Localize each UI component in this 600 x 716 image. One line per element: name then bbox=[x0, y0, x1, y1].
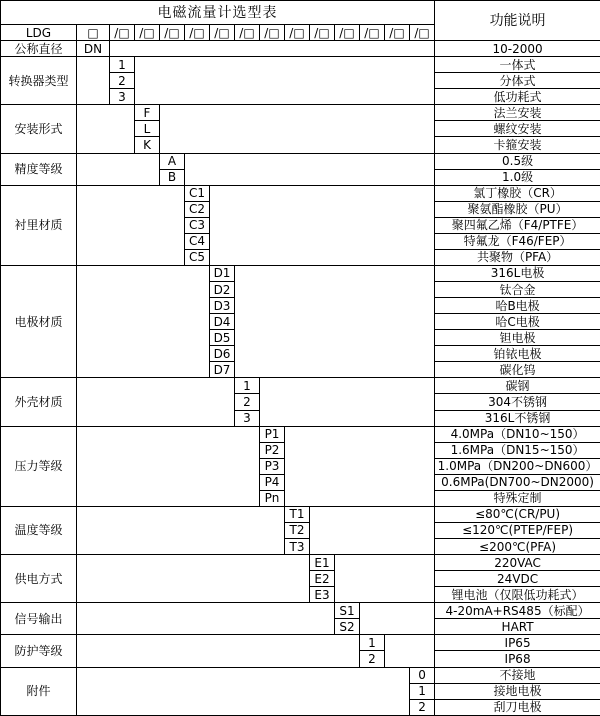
code-cell: T2 bbox=[285, 522, 310, 538]
model-slot-box: /□ bbox=[335, 25, 360, 41]
spacer-cell bbox=[77, 185, 185, 265]
code-cell: C1 bbox=[185, 185, 210, 201]
code-cell: D4 bbox=[210, 314, 235, 330]
code-cell: L bbox=[135, 121, 160, 137]
description-cell: 特氟龙（F46/FEP） bbox=[435, 233, 600, 249]
code-cell: P4 bbox=[260, 474, 285, 490]
description-cell: IP65 bbox=[435, 635, 600, 651]
description-cell: 分体式 bbox=[435, 73, 600, 89]
code-cell: E2 bbox=[310, 571, 335, 587]
code-cell: F bbox=[135, 105, 160, 121]
code-cell: K bbox=[135, 137, 160, 153]
spacer-cell bbox=[77, 506, 285, 554]
description-cell: 一体式 bbox=[435, 57, 600, 73]
code-cell: C4 bbox=[185, 233, 210, 249]
code-cell: T3 bbox=[285, 539, 310, 555]
spacer-cell bbox=[285, 426, 435, 506]
code-cell: P1 bbox=[260, 426, 285, 442]
description-cell: 共聚物（PFA） bbox=[435, 249, 600, 265]
code-cell: 2 bbox=[110, 73, 135, 89]
spacer-cell bbox=[135, 57, 435, 105]
spacer-cell bbox=[310, 506, 435, 554]
category-label: 精度等级 bbox=[1, 153, 77, 185]
category-label: 供电方式 bbox=[1, 555, 77, 603]
code-cell: C2 bbox=[185, 201, 210, 217]
code-cell: D2 bbox=[210, 282, 235, 298]
code-cell: D3 bbox=[210, 298, 235, 314]
description-cell: 聚四氟乙烯（F4/PTFE） bbox=[435, 217, 600, 233]
category-label: 衬里材质 bbox=[1, 185, 77, 265]
code-cell: DN bbox=[77, 41, 110, 57]
code-cell: D7 bbox=[210, 362, 235, 378]
spacer-cell bbox=[185, 153, 435, 185]
description-cell: 碳化钨 bbox=[435, 362, 600, 378]
spacer-cell bbox=[77, 635, 360, 667]
description-cell: ≤200℃(PFA) bbox=[435, 539, 600, 555]
category-label: 温度等级 bbox=[1, 506, 77, 554]
model-slot-box: /□ bbox=[110, 25, 135, 41]
model-slot-box: /□ bbox=[135, 25, 160, 41]
code-cell: S1 bbox=[335, 603, 360, 619]
category-label: 安装形式 bbox=[1, 105, 77, 153]
code-cell: 1 bbox=[360, 635, 385, 651]
code-cell: Pn bbox=[260, 490, 285, 506]
category-label: 电极材质 bbox=[1, 265, 77, 377]
description-cell: 哈B电极 bbox=[435, 298, 600, 314]
model-slot-box: /□ bbox=[160, 25, 185, 41]
code-cell: 2 bbox=[360, 651, 385, 667]
code-cell: 2 bbox=[235, 394, 260, 410]
category-label-diameter: 公称直径 bbox=[1, 41, 77, 57]
description-cell: ≤120℃(PTEP/FEP) bbox=[435, 522, 600, 538]
spacer-cell bbox=[235, 265, 435, 377]
spacer-cell bbox=[77, 555, 310, 603]
description-cell: 铂铱电极 bbox=[435, 346, 600, 362]
code-cell: 0 bbox=[410, 667, 435, 683]
description-cell: 接地电极 bbox=[435, 683, 600, 699]
spacer-cell bbox=[385, 635, 435, 667]
code-cell: S2 bbox=[335, 619, 360, 635]
description-cell: 低功耗式 bbox=[435, 89, 600, 105]
description-cell: 10-2000 bbox=[435, 41, 600, 57]
description-cell: 法兰安装 bbox=[435, 105, 600, 121]
spacer-cell bbox=[210, 185, 435, 265]
category-label: 外壳材质 bbox=[1, 378, 77, 426]
description-cell: 不接地 bbox=[435, 667, 600, 683]
table-title: 电磁流量计选型表 bbox=[1, 1, 435, 25]
category-label: 防护等级 bbox=[1, 635, 77, 667]
description-cell: 碳钢 bbox=[435, 378, 600, 394]
description-cell: 卡箍安装 bbox=[435, 137, 600, 153]
spacer-cell bbox=[77, 265, 210, 377]
category-label: 信号输出 bbox=[1, 603, 77, 635]
model-slot-box: /□ bbox=[360, 25, 385, 41]
description-cell: HART bbox=[435, 619, 600, 635]
description-cell: 4-20mA+RS485（标配） bbox=[435, 603, 600, 619]
code-cell: C5 bbox=[185, 249, 210, 265]
spacer-cell bbox=[335, 555, 435, 603]
code-cell: 1 bbox=[235, 378, 260, 394]
model-prefix: LDG bbox=[1, 25, 77, 41]
model-slot-box: /□ bbox=[235, 25, 260, 41]
model-slot-box: /□ bbox=[310, 25, 335, 41]
spacer-cell bbox=[260, 378, 435, 426]
spacer-cell bbox=[77, 153, 160, 185]
code-cell: 1 bbox=[410, 683, 435, 699]
description-cell: 1.0MPa（DN200~DN600） bbox=[435, 458, 600, 474]
description-cell: 304不锈钢 bbox=[435, 394, 600, 410]
code-cell: 2 bbox=[410, 699, 435, 715]
function-column-header: 功能说明 bbox=[435, 1, 600, 41]
code-cell: P2 bbox=[260, 442, 285, 458]
category-label: 转换器类型 bbox=[1, 57, 77, 105]
spacer-cell bbox=[77, 426, 260, 506]
code-cell: E3 bbox=[310, 587, 335, 603]
description-cell: 哈C电极 bbox=[435, 314, 600, 330]
code-cell: D5 bbox=[210, 330, 235, 346]
code-cell: P3 bbox=[260, 458, 285, 474]
description-cell: ≤80℃(CR/PU) bbox=[435, 506, 600, 522]
model-slot-box: /□ bbox=[385, 25, 410, 41]
description-cell: 24VDC bbox=[435, 571, 600, 587]
model-slot-box: /□ bbox=[410, 25, 435, 41]
category-label: 附件 bbox=[1, 667, 77, 716]
code-cell: D1 bbox=[210, 265, 235, 281]
description-cell: 220VAC bbox=[435, 555, 600, 571]
model-digit-box: □ bbox=[77, 25, 110, 41]
model-slot-box: /□ bbox=[260, 25, 285, 41]
spacer-cell bbox=[160, 105, 435, 153]
description-cell: 螺纹安装 bbox=[435, 121, 600, 137]
category-label: 压力等级 bbox=[1, 426, 77, 506]
spacer-cell bbox=[77, 57, 110, 105]
code-cell: 3 bbox=[235, 410, 260, 426]
code-cell: B bbox=[160, 169, 185, 185]
description-cell: 0.5级 bbox=[435, 153, 600, 169]
code-cell: 3 bbox=[110, 89, 135, 105]
description-cell: 4.0MPa（DN10~150） bbox=[435, 426, 600, 442]
description-cell: 1.0级 bbox=[435, 169, 600, 185]
description-cell: 钽电极 bbox=[435, 330, 600, 346]
code-cell: D6 bbox=[210, 346, 235, 362]
description-cell: 1.6MPa（DN15~150） bbox=[435, 442, 600, 458]
code-cell: 1 bbox=[110, 57, 135, 73]
spacer-cell bbox=[77, 105, 135, 153]
description-cell: 特殊定制 bbox=[435, 490, 600, 506]
description-cell: 316L不锈钢 bbox=[435, 410, 600, 426]
code-cell: T1 bbox=[285, 506, 310, 522]
code-cell: C3 bbox=[185, 217, 210, 233]
model-slot-box: /□ bbox=[210, 25, 235, 41]
code-cell: E1 bbox=[310, 555, 335, 571]
description-cell: 钛合金 bbox=[435, 282, 600, 298]
code-cell: A bbox=[160, 153, 185, 169]
spacer-cell bbox=[77, 378, 235, 426]
description-cell: 316L电极 bbox=[435, 265, 600, 281]
model-slot-box: /□ bbox=[285, 25, 310, 41]
description-cell: 0.6MPa(DN700~DN2000) bbox=[435, 474, 600, 490]
spacer-cell bbox=[77, 667, 410, 716]
description-cell: 刮刀电极 bbox=[435, 699, 600, 715]
spacer-cell bbox=[77, 603, 335, 635]
description-cell: 聚氨酯橡胶（PU） bbox=[435, 201, 600, 217]
spacer-cell bbox=[110, 41, 435, 57]
description-cell: 氯丁橡胶（CR） bbox=[435, 185, 600, 201]
model-slot-box: /□ bbox=[185, 25, 210, 41]
description-cell: IP68 bbox=[435, 651, 600, 667]
spacer-cell bbox=[360, 603, 435, 635]
description-cell: 锂电池（仅限低功耗式） bbox=[435, 587, 600, 603]
